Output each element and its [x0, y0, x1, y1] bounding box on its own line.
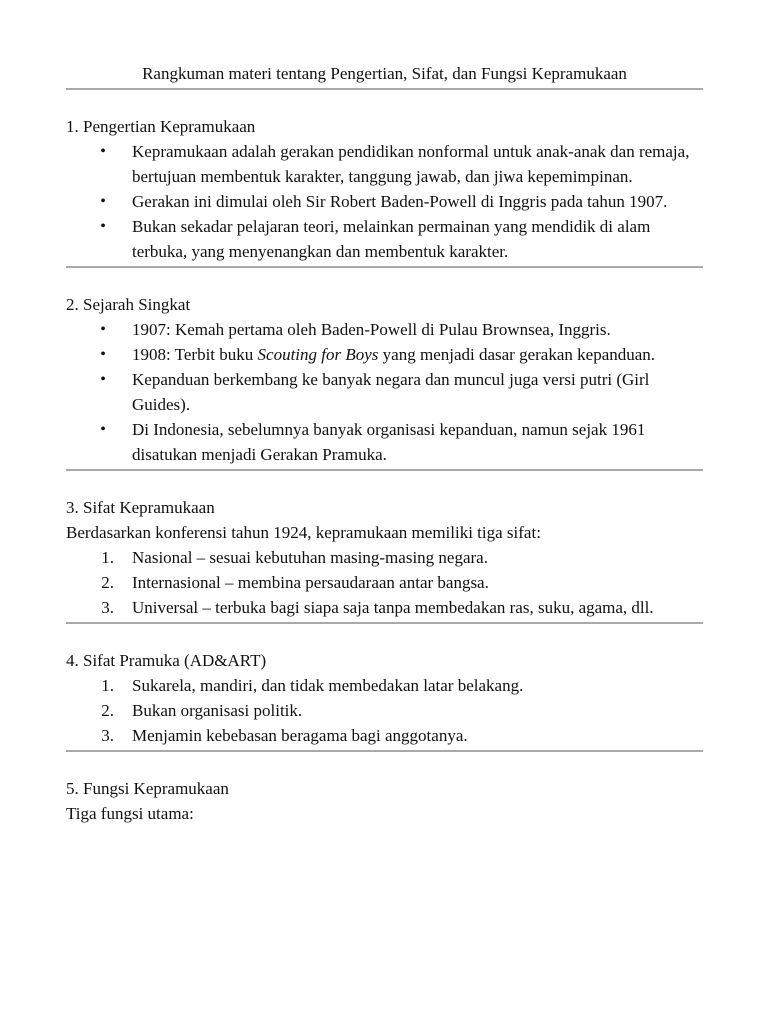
- list-item: [66, 723, 703, 748]
- list-item-text: Menjamin kebebasan beragama bagi anggotanya.: [132, 726, 468, 745]
- section-pengertian: [66, 90, 703, 268]
- list-item: [66, 214, 703, 264]
- list-item-text: [132, 345, 655, 364]
- numbered-list: [66, 545, 703, 620]
- bullet-marker: •: [100, 143, 106, 160]
- list-item: [66, 595, 703, 620]
- list-item: [66, 367, 703, 417]
- bullet-list: [66, 139, 703, 264]
- list-item: [66, 698, 703, 723]
- bullet-list: [66, 317, 703, 467]
- section-sifat-pramuka: [66, 624, 703, 752]
- list-item-text: Internasional – membina persaudaraan antar bangsa.: [132, 573, 489, 592]
- list-item: [66, 545, 703, 570]
- list-item: [66, 673, 703, 698]
- section-heading: 1. Pengertian Kepramukaan: [66, 117, 256, 136]
- list-item-text: Di Indonesia, sebelumnya banyak organisasi kepanduan, namun sejak 1961 disatukan menjadi Gerakan Pramuka.: [132, 420, 646, 464]
- bullet-marker: •: [100, 421, 106, 438]
- numbered-list: [66, 673, 703, 748]
- list-item: [66, 317, 703, 342]
- section-heading: 5. Fungsi Kepramukaan: [66, 779, 229, 798]
- number-marker: 2.: [101, 701, 114, 720]
- list-item: [66, 417, 703, 467]
- list-item-text: Sukarela, mandiri, dan tidak membedakan latar belakang.: [132, 676, 524, 695]
- number-marker: 3.: [101, 726, 114, 745]
- bullet-marker: •: [100, 218, 106, 235]
- section-heading: 3. Sifat Kepramukaan: [66, 498, 215, 517]
- list-item: [66, 189, 703, 214]
- book-title: Scouting for Boys: [257, 345, 379, 364]
- document-page: [66, 62, 703, 828]
- bullet-marker: •: [100, 371, 106, 388]
- list-item: [66, 342, 703, 367]
- section-fungsi: [66, 752, 703, 828]
- section-intro: Berdasarkan konferensi tahun 1924, kepramukaan memiliki tiga sifat:: [66, 523, 541, 542]
- document-title: Rangkuman materi tentang Pengertian, Sifat, dan Fungsi Kepramukaan: [66, 62, 703, 90]
- number-marker: 1.: [101, 676, 114, 695]
- bullet-marker: •: [100, 193, 106, 210]
- section-sifat-kepramukaan: [66, 471, 703, 624]
- list-item-text: Gerakan ini dimulai oleh Sir Robert Baden-Powell di Inggris pada tahun 1907.: [132, 192, 668, 211]
- section-intro: Tiga fungsi utama:: [66, 804, 194, 823]
- number-marker: 3.: [101, 598, 114, 617]
- number-marker: 2.: [101, 573, 114, 592]
- bullet-marker: •: [100, 321, 106, 338]
- list-item-text: Bukan organisasi politik.: [132, 701, 303, 720]
- text-segment: 1908: Terbit buku: [132, 345, 258, 364]
- list-item: [66, 139, 703, 189]
- list-item-text: 1907: Kemah pertama oleh Baden-Powell di Pulau Brownsea, Inggris.: [132, 320, 611, 339]
- list-item-text: Kepanduan berkembang ke banyak negara dan muncul juga versi putri (Girl Guides).: [132, 370, 650, 414]
- list-item-text: Nasional – sesuai kebutuhan masing-masing negara.: [132, 548, 488, 567]
- section-sejarah: [66, 268, 703, 471]
- bullet-marker: •: [100, 346, 106, 363]
- section-heading: 2. Sejarah Singkat: [66, 295, 191, 314]
- text-segment: yang menjadi dasar gerakan kepanduan.: [378, 345, 656, 364]
- list-item-text: Kepramukaan adalah gerakan pendidikan nonformal untuk anak-anak dan remaja, bertujuan membentuk karakter, tanggung jawab, dan jiwa kepemimpinan.: [132, 142, 690, 186]
- number-marker: 1.: [101, 548, 114, 567]
- section-heading: 4. Sifat Pramuka (AD&ART): [66, 651, 267, 670]
- list-item: [66, 570, 703, 595]
- list-item-text: Universal – terbuka bagi siapa saja tanpa membedakan ras, suku, agama, dll.: [132, 598, 654, 617]
- list-item-text: Bukan sekadar pelajaran teori, melainkan permainan yang mendidik di alam terbuka, yang menyenangkan dan membentuk karakter.: [132, 217, 651, 261]
